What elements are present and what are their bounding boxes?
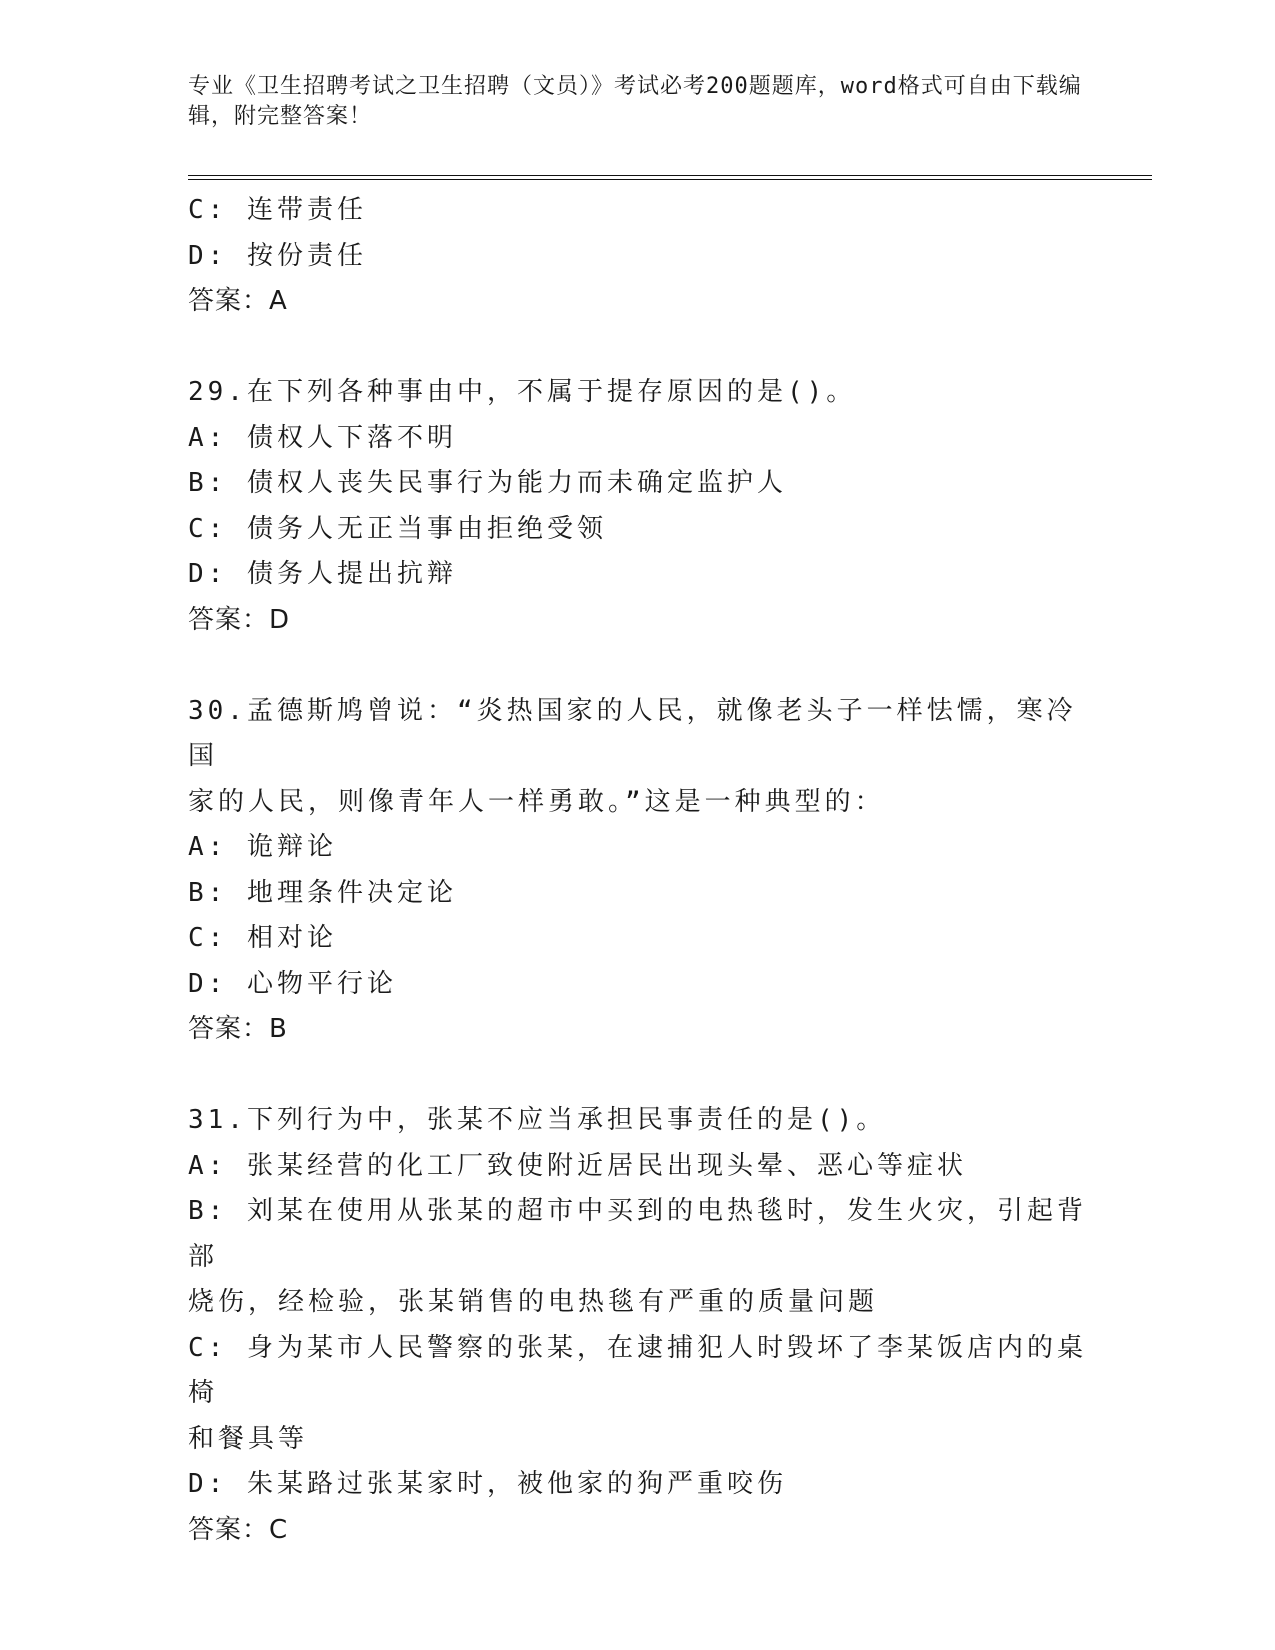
option-a: A: 张某经营的化工厂致使附近居民出现头晕、恶心等症状 xyxy=(188,1150,967,1181)
option-c-continued: 和餐具等 xyxy=(188,1423,309,1454)
answer-line: 答案：B xyxy=(188,1014,288,1044)
answer-line: 答案：D xyxy=(188,604,291,635)
option-b: B: 地理条件决定论 xyxy=(188,877,457,908)
option-b: B: 债权人丧失民事行为能力而未确定监护人 xyxy=(188,468,787,498)
option-c: C: 债务人无正当事由拒绝受领 xyxy=(188,513,607,544)
option-d: D: 债务人提出抗辩 xyxy=(188,559,457,589)
option-a: A: 诡辩论 xyxy=(188,832,337,862)
option-a: A: 债权人下落不明 xyxy=(188,422,457,453)
question-block-31 xyxy=(188,1098,1088,1553)
question-stem: 30.孟德斯鸠曾说：“炎热国家的人民，就像老头子一样怯懦，寒冷国 xyxy=(188,695,1077,771)
option-b-continued: 烧伤，经检验，张某销售的电热毯有严重的质量问题 xyxy=(188,1287,879,1317)
option-c: C: 相对论 xyxy=(188,923,337,953)
answer-line: 答案：C xyxy=(188,1514,289,1545)
option-b: B: 刘某在使用从张某的超市中买到的电热毯时，发生火灾，引起背部 xyxy=(188,1196,1087,1272)
option-c: C: 身为某市人民警察的张某，在逮捕犯人时毁坏了李某饭店内的桌椅 xyxy=(188,1332,1087,1408)
option-d: D: 按份责任 xyxy=(188,240,367,271)
question-block-28 xyxy=(188,188,1088,325)
document-header: 专业《卫生招聘考试之卫生招聘（文员）》考试必考200题题库，word格式可自由下载编辑，附完整答案！ xyxy=(188,74,1082,129)
option-d: D: 朱某路过张某家时，被他家的狗严重咬伤 xyxy=(188,1469,787,1499)
option-d: D: 心物平行论 xyxy=(188,968,397,999)
question-stem: 29.在下列各种事由中，不属于提存原因的是()。 xyxy=(188,377,857,407)
answer-line: 答案：A xyxy=(188,286,288,316)
question-stem-continued: 家的人民，则像青年人一样勇敢。”这是一种典型的： xyxy=(188,786,885,817)
option-c: C: 连带责任 xyxy=(188,195,367,225)
question-block-30 xyxy=(188,689,1088,1053)
question-stem: 31.下列行为中，张某不应当承担民事责任的是()。 xyxy=(188,1105,887,1135)
header-divider xyxy=(188,175,1152,180)
document-body xyxy=(188,188,1088,1553)
question-block-29 xyxy=(188,370,1088,643)
